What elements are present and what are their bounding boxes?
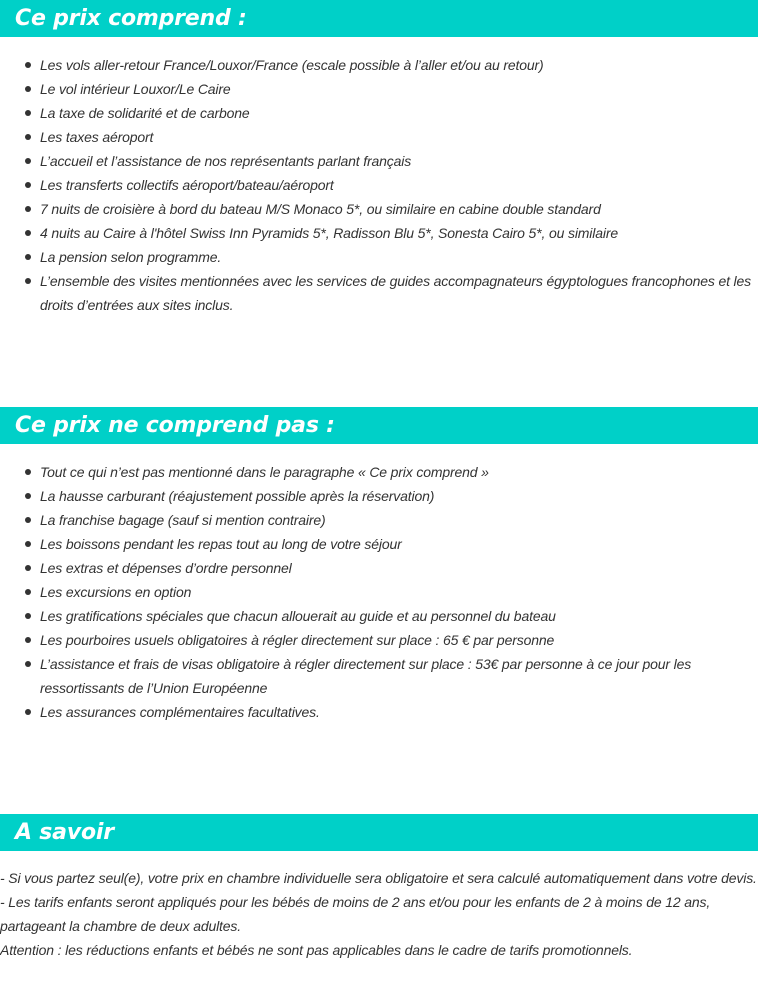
section-title-included: Ce prix comprend : xyxy=(0,0,758,37)
good-to-know-notes xyxy=(0,866,758,962)
list-item: L’accueil et l’assistance de nos représentants parlant français xyxy=(0,149,758,173)
included-list xyxy=(0,53,758,317)
note-paragraph: Attention : les réductions enfants et bébés ne sont pas applicables dans le cadre de tarifs promotionnels. xyxy=(0,942,633,958)
not-included-list xyxy=(0,460,758,724)
list-item: 7 nuits de croisière à bord du bateau M/S Monaco 5*, ou similaire en cabine double standard xyxy=(0,197,758,221)
list-item: La franchise bagage (sauf si mention contraire) xyxy=(0,508,758,532)
list-item: 4 nuits au Caire à l'hôtel Swiss Inn Pyramids 5*, Radisson Blu 5*, Sonesta Cairo 5*, ou similaire xyxy=(0,221,758,245)
list-item: Les excursions en option xyxy=(0,580,758,604)
note-paragraph: - Les tarifs enfants seront appliqués pour les bébés de moins de 2 ans et/ou pour les enfants de 2 à moins de 12 ans, partageant la chambre de deux adultes. xyxy=(0,894,711,934)
list-item: Les transferts collectifs aéroport/bateau/aéroport xyxy=(0,173,758,197)
list-item: L’ensemble des visites mentionnées avec les services de guides accompagnateurs égyptologues francophones et les droits d’entrées aux sites inclus. xyxy=(0,269,758,317)
list-item: Les vols aller-retour France/Louxor/France (escale possible à l’aller et/ou au retour) xyxy=(0,53,758,77)
list-item: La taxe de solidarité et de carbone xyxy=(0,101,758,125)
list-item: L’assistance et frais de visas obligatoire à régler directement sur place : 53€ par personne à ce jour pour les ressortissants de l’Union Européenne xyxy=(0,652,758,700)
list-item: La hausse carburant (réajustement possible après la réservation) xyxy=(0,484,758,508)
list-item: Les assurances complémentaires facultatives. xyxy=(0,700,758,724)
section-title-good-to-know: A savoir xyxy=(0,814,758,851)
note-paragraph: - Si vous partez seul(e), votre prix en chambre individuelle sera obligatoire et sera calculé automatiquement dans votre devis. xyxy=(0,870,757,886)
list-item: Les taxes aéroport xyxy=(0,125,758,149)
list-item: Les gratifications spéciales que chacun allouerait au guide et au personnel du bateau xyxy=(0,604,758,628)
list-item: Les boissons pendant les repas tout au long de votre séjour xyxy=(0,532,758,556)
section-title-not-included: Ce prix ne comprend pas : xyxy=(0,407,758,444)
list-item: La pension selon programme. xyxy=(0,245,758,269)
list-item: Les pourboires usuels obligatoires à régler directement sur place : 65 € par personne xyxy=(0,628,758,652)
list-item: Les extras et dépenses d’ordre personnel xyxy=(0,556,758,580)
list-item: Tout ce qui n’est pas mentionné dans le paragraphe « Ce prix comprend » xyxy=(0,460,758,484)
list-item: Le vol intérieur Louxor/Le Caire xyxy=(0,77,758,101)
